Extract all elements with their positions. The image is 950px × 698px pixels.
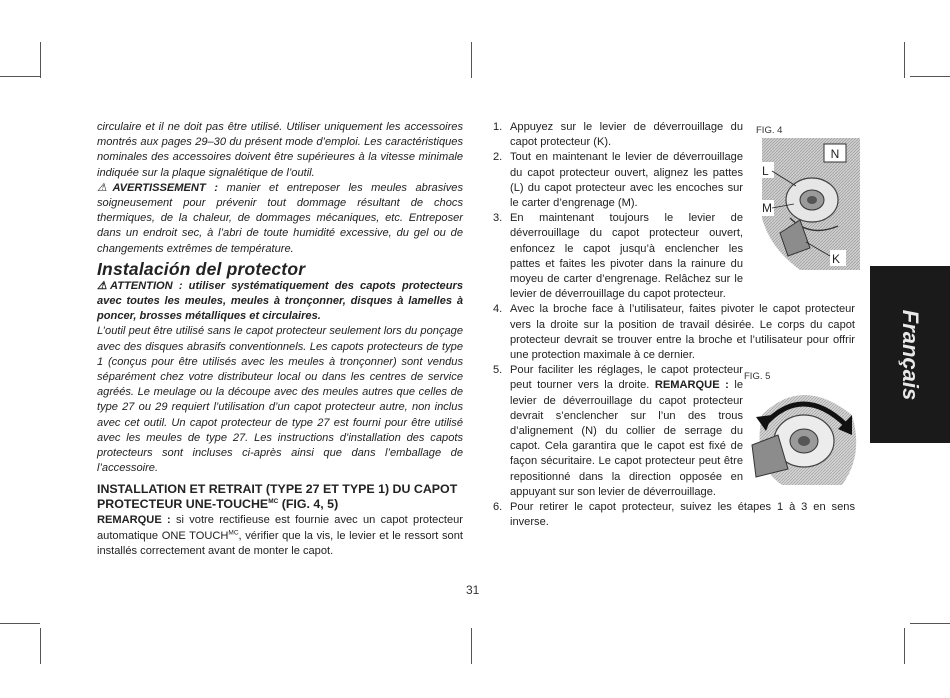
subheading-text: INSTALLATION ET RETRAIT (TYPE 27 ET TYPE 1) DU CAPOT PROTECTEUR UNE-TOUCHE (97, 482, 458, 512)
remark-paragraph (97, 513, 463, 559)
fig-4-callout-n: N (830, 147, 840, 161)
crop-mark (471, 42, 472, 78)
crop-mark (0, 76, 40, 77)
attention-text: utiliser systématiquement des capots protecteurs avec toutes les meules, meules à tronçonner, disques à lamelles à poncer, brosses métalliques et circulaires. (97, 279, 463, 323)
section-title: Instalación del protector (97, 258, 306, 279)
step-text: En maintenant toujours le levier de déverrouillage du capot protecteur ouvert, enfoncez le capot jusqu’à enclencher les pattes et faites les pivoter dans la rainure du moyeu de carter d’engrenage. Relâchez sur le levier de déverrouillage du capot protecteur. (510, 212, 743, 301)
subheading (97, 482, 463, 512)
step-number: 1. (493, 121, 503, 133)
intro-paragraph: circulaire et il ne doit pas être utilisé. Utiliser uniquement les accessoires montrés aux pages 29–30 du présent mode d’emploi. Les caractéristiques nominales des accessoires doivent être supérieures à la vitesse minimale indiquée sur la plaque signalétique de l’outil. (97, 121, 463, 179)
fig-4-callout-l: L (762, 164, 769, 178)
fig-5-spindle-center (798, 436, 810, 446)
language-side-tab (870, 266, 950, 443)
remark-text: si votre rectifieuse est fournie avec un capot protecteur automatique ONE TOUCH (97, 514, 463, 542)
step-number: 2. (493, 151, 503, 164)
subheading-fig-ref: (FIG. 4, 5) (278, 497, 339, 512)
side-tab-label: Français (898, 309, 923, 400)
step-2 (493, 150, 743, 211)
step-number: 3. (493, 212, 503, 225)
step-text: Appuyez sur le levier de déverrouillage du capot protecteur (K). (510, 121, 743, 149)
warning-icon: ⚠ (97, 181, 113, 194)
subheading-sup: MC (268, 498, 279, 506)
step-3 (493, 211, 743, 302)
step-number: 6. (493, 501, 503, 514)
remark-sup: MC (228, 528, 239, 536)
remark-text-end: , vérifier que la vis, le levier et le ressort sont installés correctement avant de monter le capot. (97, 529, 463, 557)
step-number: 4. (493, 303, 503, 316)
fig-5-label: FIG. 5 (744, 371, 771, 382)
crop-mark (40, 42, 41, 78)
fig-4-callout-m: M (762, 201, 772, 215)
step-text (510, 363, 743, 500)
fig-4-callout-k: K (832, 252, 841, 266)
step-5-remark-label: REMARQUE : (654, 379, 729, 392)
step-5-remark-text: le levier de déverrouillage du capot protecteur devrait s’enclencher sur l’un des trous d’alignement (N) du collier de serrage du capot. Cela garantira que le capot est fixé de façon sécuritaire. Le capot protecteur peut être repositionné dans la direction opposée en appuyant sur son levier de déverrouillage. (510, 379, 744, 498)
step-4 (493, 302, 855, 363)
step-5-text: Pour faciliter les réglages, le capot protecteur peut tourner vers la droite. (510, 364, 743, 392)
step-text: Tout en maintenant le levier de déverrouillage du capot protecteur ouvert, alignez les pattes (L) du capot protecteur avec les encoches sur le carter d’engrenage (M). (510, 151, 743, 210)
fig-4-illustration (760, 138, 860, 270)
crop-mark (910, 76, 950, 77)
step-5 (493, 363, 743, 500)
fig-4-label: FIG. 4 (756, 125, 783, 136)
attention-label: ATTENTION : (110, 279, 183, 292)
page-number: 31 (466, 583, 480, 597)
fig-5-illustration (742, 385, 860, 497)
crop-mark (910, 623, 950, 624)
left-column (97, 120, 463, 559)
crop-mark (904, 42, 905, 78)
step-text: Avec la broche face à l’utilisateur, faites pivoter le capot protecteur vers la droite sur la position de travail désirée. Le corps du capot protecteur devrait se trouver entre la broche et l’utilisateur pour offrir une protection maximale à ce dernier. (510, 303, 855, 362)
warning-icon: ⚠ (97, 279, 111, 292)
step-6 (493, 500, 855, 530)
guard-paragraph: L’outil peut être utilisé sans le capot protecteur seulement lors du ponçage avec des disques abrasifs conventionnels. Les capots protecteurs de type 1 (conçus pour être utilisés avec les meules à tronçonner) sont vendus séparément chez votre distributeur local ou dans les centres de service agréés. Le meulage ou la découpe avec des meules autres que celles de type 27 ou 29 requiert l’utilisation d’un capot protecteur autre, non inclus avec cet outil. Un capot protecteur de type 27 est fourni pour être utilisé avec les meules de type 27. Les instructions d’installation des capots protecteurs sont incluses ci-après ainsi que dans l’emballage de l’accessoire. (97, 325, 463, 475)
warning-label: AVERTISSEMENT : (112, 181, 218, 194)
crop-mark (40, 628, 41, 664)
warning-text: manier et entreposer les meules abrasives soigneusement pour prévenir tout dommage résultant de chocs thermiques, de la chaleur, de dommages mécaniques, etc. Entreposer dans un endroit sec, à l’abri de toute humidité excessive, du gel ou de changements extrêmes de température. (97, 181, 463, 255)
crop-mark (0, 623, 40, 624)
step-1 (493, 120, 743, 150)
remark-label: REMARQUE : (97, 514, 171, 527)
crop-mark (904, 628, 905, 664)
fig-4-spindle-center (807, 196, 817, 204)
step-text: Pour retirer le capot protecteur, suivez les étapes 1 à 3 en sens inverse. (510, 501, 855, 529)
attention-paragraph (97, 279, 463, 325)
warning-paragraph (97, 181, 463, 257)
crop-mark (471, 628, 472, 664)
step-number: 5. (493, 364, 503, 377)
